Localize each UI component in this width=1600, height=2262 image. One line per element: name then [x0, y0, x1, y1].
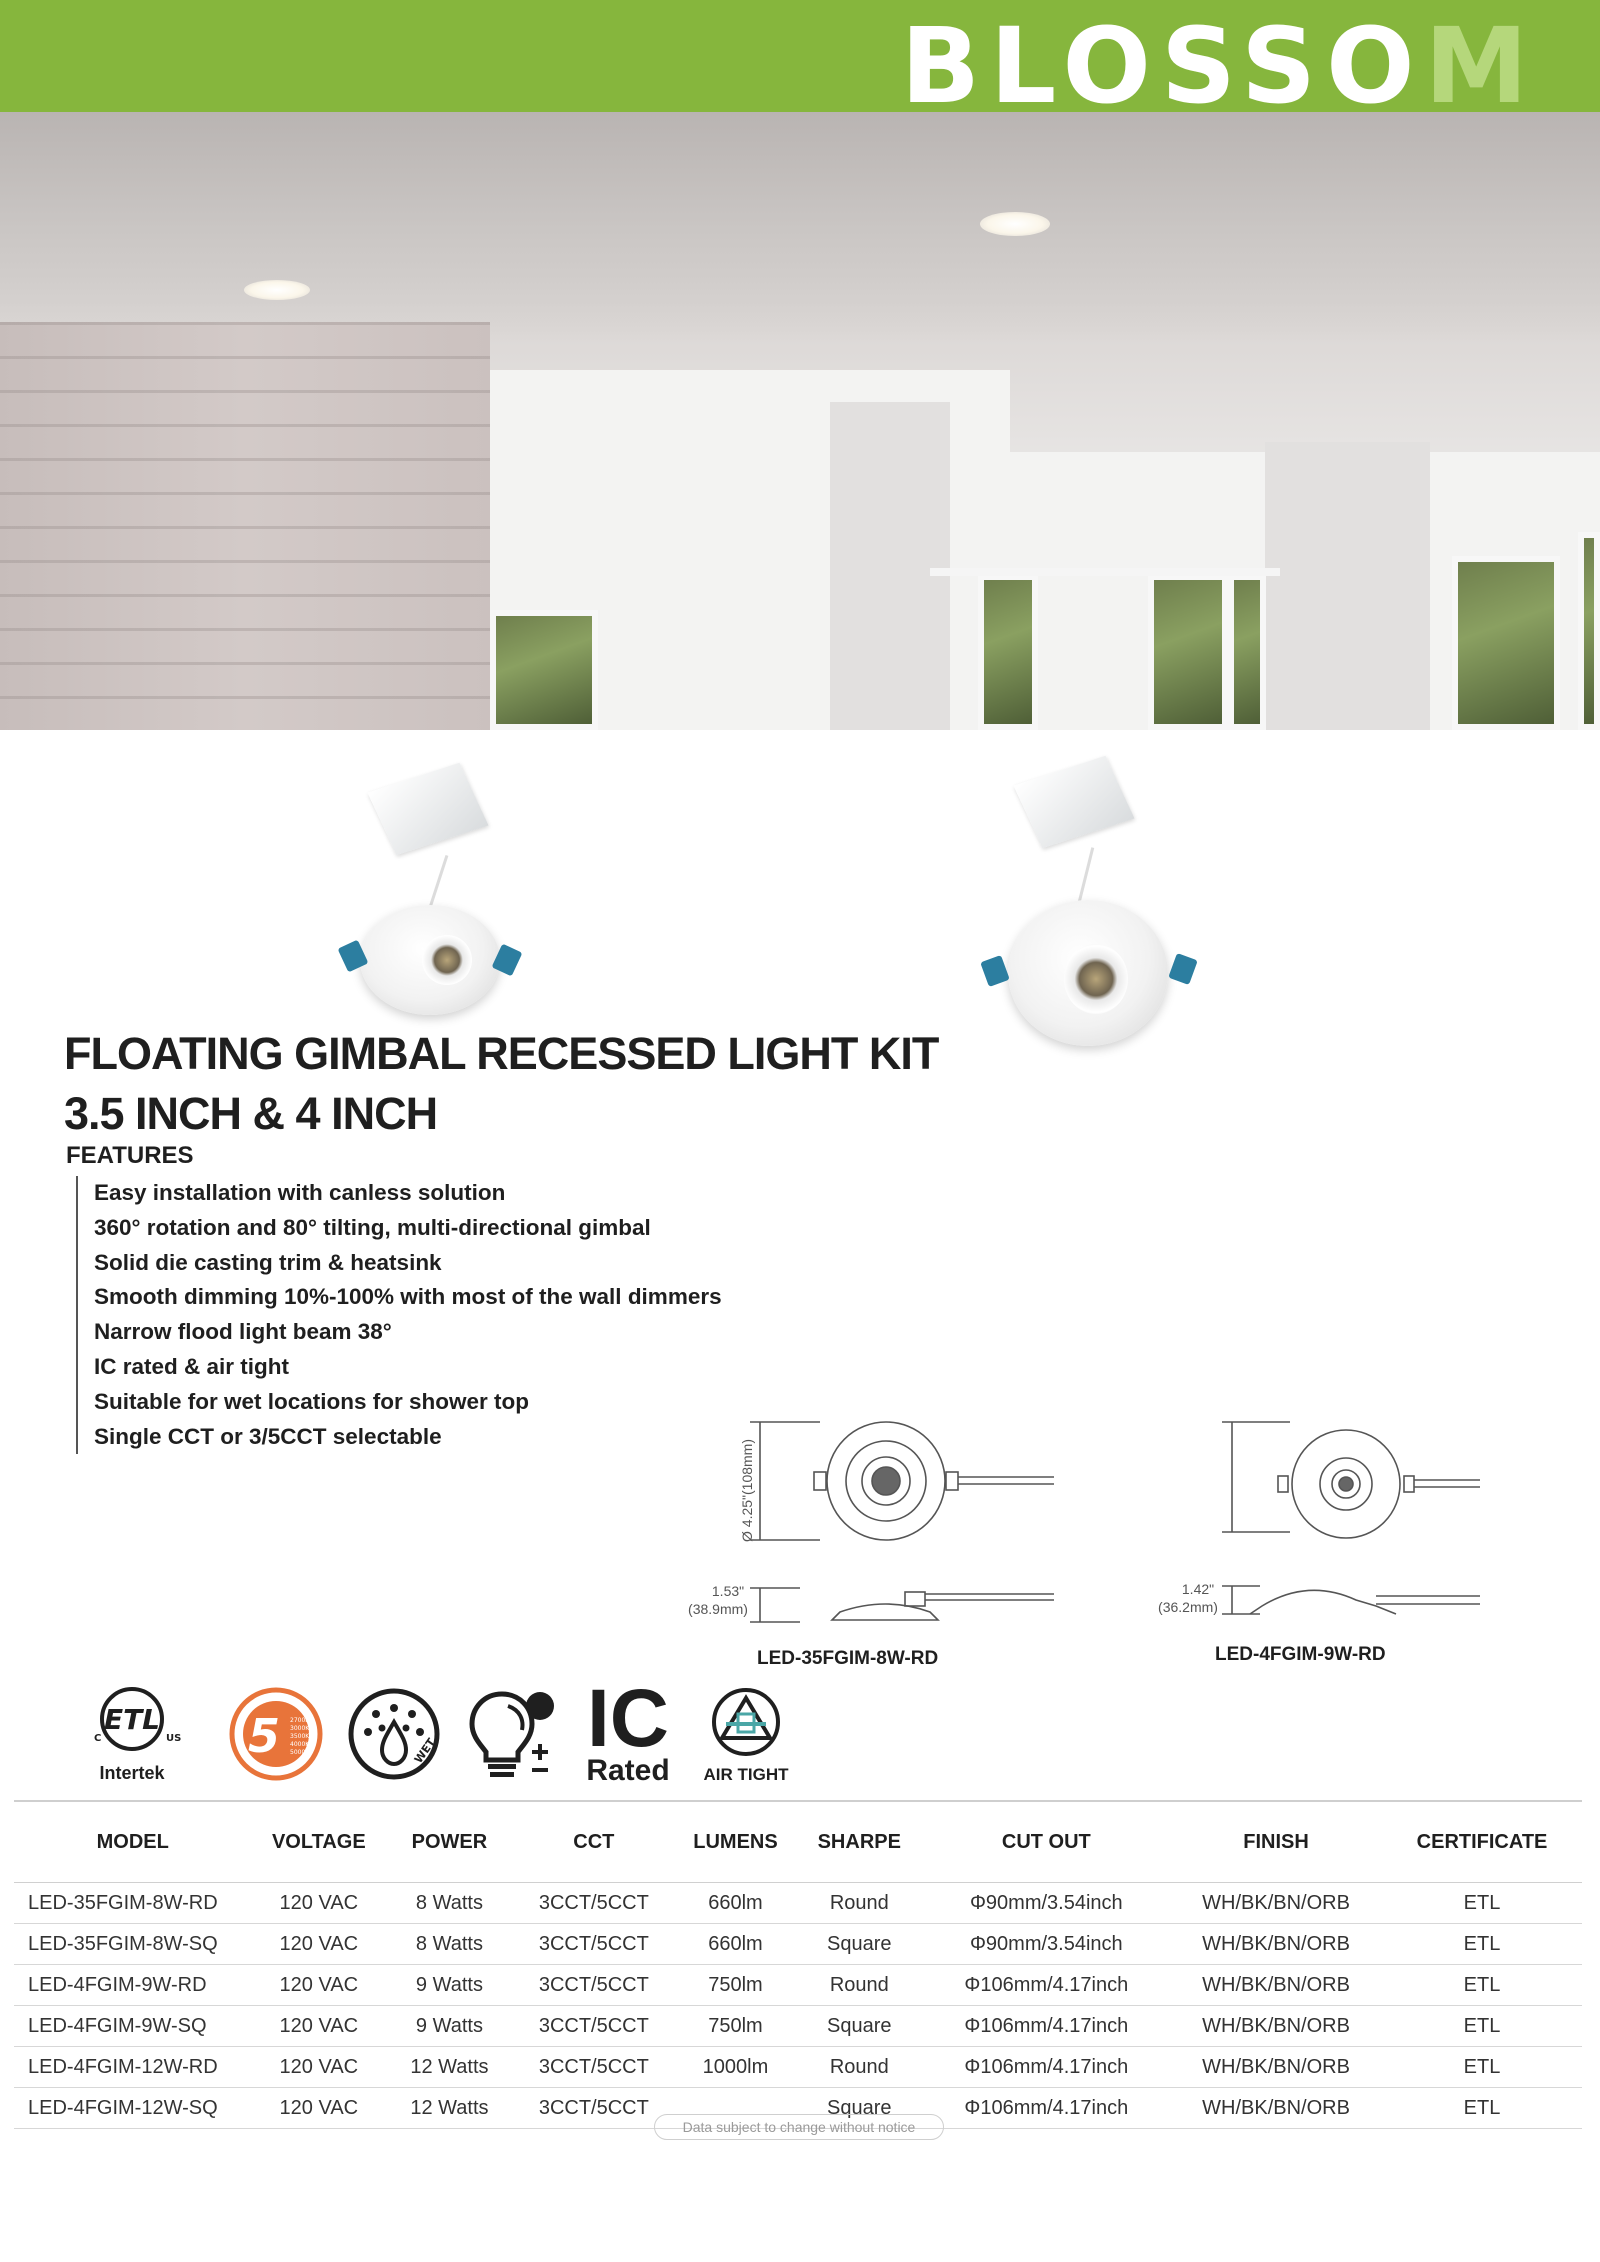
cell-certificate: ETL: [1382, 2006, 1582, 2047]
cell-voltage: 120 VAC: [251, 2088, 386, 2129]
brick-wall: [0, 322, 490, 730]
cell-power: 8 Watts: [386, 1924, 512, 1965]
brand-header: [0, 0, 1600, 112]
junction-box: [1013, 756, 1134, 848]
table-row: [14, 1883, 1582, 1924]
rated-label: Rated: [586, 1754, 670, 1786]
cell-shape: Square: [796, 2006, 923, 2047]
cell-voltage: 120 VAC: [251, 1883, 386, 1924]
air-tight-label: AIR TIGHT: [704, 1765, 789, 1784]
ic-label: IC: [587, 1680, 669, 1764]
cell-lumens: 660lm: [675, 1883, 796, 1924]
cell-cct: 3CCT/5CCT: [513, 2047, 675, 2088]
window: [978, 574, 1038, 730]
window: [1228, 574, 1266, 730]
cell-cutout: Φ106mm/4.17inch: [923, 2006, 1170, 2047]
cell-shape: Square: [796, 2088, 923, 2129]
window-sill: [930, 568, 1280, 576]
hero-room-photo: [0, 112, 1600, 730]
ceiling: [0, 112, 1600, 342]
height-label: 1.42": [1181, 1581, 1215, 1597]
window: [490, 610, 598, 730]
lens: [1064, 944, 1128, 1014]
clip-outline: [1404, 1476, 1414, 1492]
table-row: [14, 1965, 1582, 2006]
wet-location-icon: [346, 1686, 442, 1782]
header-cutout: CUT OUT: [923, 1801, 1170, 1883]
cell-certificate: ETL: [1382, 2047, 1582, 2088]
title-line-1: FLOATING GIMBAL RECESSED LIGHT KIT: [64, 1028, 939, 1079]
product-photo-4-inch: [968, 750, 1208, 1060]
cell-finish: WH/BK/BN/ORB: [1170, 1965, 1382, 2006]
header-voltage: VOLTAGE: [251, 1801, 386, 1883]
cell-power: 8 Watts: [386, 1883, 512, 1924]
header-finish: FINISH: [1170, 1801, 1382, 1883]
spring-clip: [980, 955, 1010, 987]
cell-cutout: Φ106mm/4.17inch: [923, 2047, 1170, 2088]
wall-panel: [1265, 442, 1430, 730]
cell-cutout: Φ106mm/4.17inch: [923, 2088, 1170, 2129]
cell-cct: 3CCT/5CCT: [513, 1965, 675, 2006]
side-junction: [905, 1592, 925, 1606]
cell-shape: Round: [796, 1883, 923, 1924]
cell-shape: Square: [796, 1924, 923, 1965]
drawing-model-left: LED-35FGIM-8W-RD: [757, 1648, 939, 1669]
recessed-light-left: [244, 280, 310, 300]
etl-us: US: [166, 1733, 182, 1744]
header-power: POWER: [386, 1801, 512, 1883]
table-row: [14, 2006, 1582, 2047]
cell-power: 12 Watts: [386, 2088, 512, 2129]
feature-item: Single CCT or 3/5CCT selectable: [94, 1423, 442, 1449]
cct-temp: 2700K: [290, 1717, 310, 1724]
cell-voltage: 120 VAC: [251, 1965, 386, 2006]
title-line-2: 3.5 INCH & 4 INCH: [64, 1088, 438, 1139]
spring-clip: [1168, 953, 1198, 985]
dimension-drawing-left: [680, 1400, 1060, 1640]
cell-certificate: ETL: [1382, 1965, 1582, 2006]
header-model: MODEL: [14, 1801, 251, 1883]
product-title: [64, 1024, 938, 1144]
cell-lumens: 660lm: [675, 1924, 796, 1965]
cell-cutout: Φ106mm/4.17inch: [923, 1965, 1170, 2006]
junction-box: [367, 763, 488, 855]
cell-cct: 3CCT/5CCT: [513, 1883, 675, 1924]
cell-lumens: 750lm: [675, 2006, 796, 2047]
cell-certificate: ETL: [1382, 2088, 1582, 2129]
header-lumens: LUMENS: [675, 1801, 796, 1883]
cct-temp: 3000K: [290, 1725, 310, 1732]
table-row: [14, 1924, 1582, 1965]
cct-temp: 5000K: [290, 1749, 310, 1756]
height-label-mm: (36.2mm): [1158, 1599, 1218, 1615]
cell-finish: WH/BK/BN/ORB: [1170, 1883, 1382, 1924]
table-row: [14, 2047, 1582, 2088]
feature-item: Easy installation with canless solution: [94, 1180, 506, 1205]
air-tight-icon: [704, 1686, 790, 1786]
cell-finish: WH/BK/BN/ORB: [1170, 2088, 1382, 2129]
lens-center: [872, 1467, 900, 1495]
feature-item: 360° rotation and 80° tilting, multi-directional gimbal: [94, 1214, 651, 1240]
drawing-model-right: LED-4FGIM-9W-RD: [1215, 1644, 1386, 1665]
brand-name-last-letter: M: [1424, 14, 1538, 112]
clip-outline: [946, 1472, 958, 1490]
etl-mark: ETL: [103, 1703, 161, 1736]
cell-certificate: ETL: [1382, 1883, 1582, 1924]
wet-label: WET: [411, 1736, 439, 1766]
header-cct: CCT: [513, 1801, 675, 1883]
window: [1452, 556, 1560, 730]
cell-model: LED-35FGIM-8W-RD: [14, 1883, 251, 1924]
cell-model: LED-4FGIM-12W-SQ: [14, 2088, 251, 2129]
cell-finish: WH/BK/BN/ORB: [1170, 2047, 1382, 2088]
etl-listed-icon: [88, 1683, 198, 1783]
cell-cutout: Φ90mm/3.54inch: [923, 1883, 1170, 1924]
five-cct-number: 5: [247, 1709, 281, 1763]
cell-finish: WH/BK/BN/ORB: [1170, 2006, 1382, 2047]
table-header-row: [14, 1801, 1582, 1883]
features-list: [76, 1176, 722, 1454]
disclaimer-notice: Data subject to change without notice: [654, 2114, 944, 2140]
height-label: 1.53": [711, 1583, 745, 1599]
feature-item: Solid die casting trim & heatsink: [94, 1249, 442, 1275]
clip-outline: [1278, 1476, 1288, 1492]
cell-model: LED-4FGIM-12W-RD: [14, 2047, 251, 2088]
cell-model: LED-4FGIM-9W-RD: [14, 1965, 251, 2006]
cell-shape: Round: [796, 2047, 923, 2088]
side-profile: [1250, 1590, 1396, 1614]
ic-rated-icon: [580, 1680, 676, 1786]
dimmable-bulb-icon: [464, 1686, 560, 1786]
spec-table: [14, 1800, 1582, 2129]
five-cct-icon: [228, 1686, 324, 1782]
header-certificate: CERTIFICATE: [1382, 1801, 1582, 1883]
diameter-label: Ø 4.25"(108mm): [739, 1438, 755, 1542]
cell-model: LED-4FGIM-9W-SQ: [14, 2006, 251, 2047]
cell-power: 12 Watts: [386, 2047, 512, 2088]
wall-panel: [830, 402, 950, 730]
feature-item: Narrow flood light beam 38°: [94, 1319, 392, 1345]
cell-voltage: 120 VAC: [251, 2047, 386, 2088]
cell-power: 9 Watts: [386, 1965, 512, 2006]
feature-item: IC rated & air tight: [94, 1353, 290, 1379]
cell-shape: Round: [796, 1965, 923, 2006]
cell-power: 9 Watts: [386, 2006, 512, 2047]
intertek-label: Intertek: [99, 1763, 165, 1783]
features-heading: FEATURES: [66, 1142, 194, 1169]
window: [1148, 574, 1228, 730]
clip-outline: [814, 1472, 826, 1490]
etl-c: C: [94, 1733, 102, 1744]
product-photo-3-5-inch: [330, 755, 540, 1015]
window: [1578, 532, 1600, 730]
cell-voltage: 120 VAC: [251, 1924, 386, 1965]
header-shape: SHARPE: [796, 1801, 923, 1883]
height-label-mm: (38.9mm): [688, 1601, 748, 1617]
cct-temp: 4000K: [290, 1741, 310, 1748]
recessed-light-right: [980, 212, 1050, 236]
cell-finish: WH/BK/BN/ORB: [1170, 1924, 1382, 1965]
feature-item: Smooth dimming 10%-100% with most of the wall dimmers: [94, 1284, 722, 1310]
brand-logo: [901, 14, 1538, 112]
cell-model: LED-35FGIM-8W-SQ: [14, 1924, 251, 1965]
cell-lumens: 1000lm: [675, 2047, 796, 2088]
cell-certificate: ETL: [1382, 1924, 1582, 1965]
lens-center: [1339, 1477, 1353, 1491]
cct-temp: 3500K: [290, 1733, 310, 1740]
cell-cct: 3CCT/5CCT: [513, 2088, 675, 2129]
cell-cutout: Φ90mm/3.54inch: [923, 1924, 1170, 1965]
lens: [422, 935, 472, 985]
cell-lumens: 750lm: [675, 1965, 796, 2006]
cell-cct: 3CCT/5CCT: [513, 1924, 675, 1965]
feature-item: Suitable for wet locations for shower top: [94, 1388, 530, 1414]
cell-voltage: 120 VAC: [251, 2006, 386, 2047]
brand-name: BLOSSO: [900, 14, 1425, 112]
cell-cct: 3CCT/5CCT: [513, 2006, 675, 2047]
dimension-drawing-right: [1150, 1410, 1490, 1630]
